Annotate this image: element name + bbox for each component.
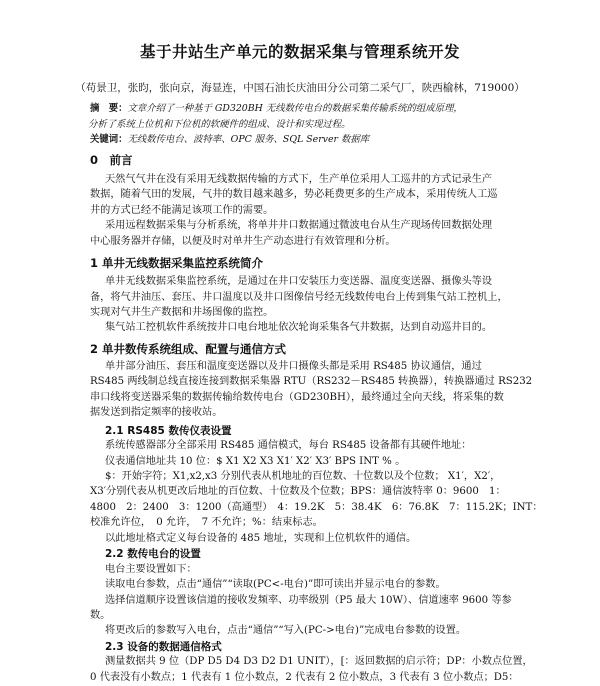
paragraph-line: $：开始字符；X1,x2,x3 分别代表从机地址的百位数、十位数以及个位数； X1′，X2′， [105,471,501,482]
paragraph-line: RS485 两线制总线直接连接到数据采集器 RTU（RS232－RS485 转换器），转换器通过 RS232 [90,376,533,387]
paragraph-line: 天然气气井在没有采用无线数据传输的方式下，生产单位采用人工巡井的方式记录生产 [105,174,493,185]
paragraph-line: 测量数据共 9 位（DP D5 D4 D3 D2 D1 UNIT），[：返回数据的启示符；DP：小数点位置， [105,656,533,667]
keywords-label: 关键词： [90,134,128,145]
abstract-line-2: 分析了系统上位机和下位机的软硬件的组成、设计和实现过程。 [88,119,351,130]
paragraph-line: 系统传感器部分全部采用 RS485 通信模式，每台 RS485 设备都有其硬件地址： [105,440,472,451]
paragraph-line: 数。 [90,610,111,621]
paragraph-line: 读取电台参数，点击“通信”“读取(PC<-电台)”即可读出并显示电台的参数。 [105,579,446,590]
keywords-text: 无线数传电台、波特率、OPC 服务、SQL Server 数据库 [127,134,370,145]
paper-title: 基于井站生产单元的数据采集与管理系统开发 [139,43,460,61]
abstract-line-1 [90,101,530,116]
abstract-text-1: 文章介绍了一种基于 GD320BH 无线数传电台的数据采集传输系统的组成原理， [127,103,463,114]
paragraph-line: 0 代表没有小数点；1 代表有 1 位小数点，2 代表有 2 位小数点，3 代表有 3 位小数点；D5： [90,672,519,683]
keywords-line [90,132,530,147]
paragraph-line: 集气站工控机软件系统按井口电台地址依次轮询采集各气井数据，达到自动巡井目的。 [105,322,493,333]
paragraph-line: 中心服务器并存储，以便及时对单井生产动态进行有效管理和分析。 [90,236,396,247]
paragraph-line: 将更改后的参数写入电台，点击“通信”“写入(PC->电台)”完成电台参数的设置。 [105,625,467,636]
paragraph-line: 单井部分油压、套压和温度变送器以及井口摄像头都是采用 RS485 协议通信，通过 [105,361,482,372]
subsection-heading-2-2: 2.2 数传电台的设置 [105,548,201,560]
paragraph-line: 备，将气井油压、套压、井口温度以及井口图像信号经无线数传电台上传到集气站工控机上， [90,292,508,303]
section-heading-0: 0 前言 [90,153,133,167]
abstract-label: 摘 要： [90,103,128,114]
paragraph-line: 数据，随着气田的发展，气井的数目越来越多，势必耗费更多的生产成本，采用传统人工巡 [90,189,498,200]
subsection-heading-2-1: 2.1 RS485 数传仪表设置 [105,425,232,437]
paragraph-line: 实现对气井生产数据和井场图像的监控。 [90,307,274,318]
section-heading-2: 2 单井数传系统组成、配置与通信方式 [90,342,287,356]
paragraph-line: 校准允许位， 0 允许， 7 不允许；%：结束标志。 [90,517,323,528]
paragraph-line: X3′分别代表从机更改后地址的百位数、十位数及个位数；BPS：通信波特率 0：9600 1： [90,486,506,497]
author-affiliation: （苟景卫，张昀，张向京，海显连，中国石油长庆油田分公司第二采气厂，陕西榆林，719000） [75,82,525,94]
paragraph-line: 选择信道顺序设置该信道的接收发频率、功率级别（P5 最大 10W）、信道速率 9600 等参 [105,595,512,606]
paragraph-line: 仪表通信地址共 10 位：$ X1 X2 X3 X1′ X2′ X3′ BPS INT % 。 [105,456,406,467]
paragraph-line: 串口线将变送器采集的数据传输给数传电台（GD230BH），最终通过全向天线，将采集的数 [90,392,504,403]
section-heading-1: 1 单井无线数据采集监控系统简介 [90,256,264,270]
paragraph-line: 电台主要设置如下： [105,564,197,575]
paragraph-line: 单井无线数据采集监控系统，是通过在井口安装压力变送器、温度变送器、摄像头等设 [105,276,493,287]
paragraph-line: 据发送到指定频率的接收站。 [90,407,223,418]
paragraph-line: 采用远程数据采集与分析系统，将单井井口数据通过微波电台从生产现场传回数据处理 [105,220,493,231]
paragraph-line: 4800 2：2400 3：1200（高通型） 4：19.2K 5：38.4K 6：76.8K 7：115.2K；INT： [90,502,543,513]
paragraph-line: 以此地址格式定义每台设备的 485 地址，实现和上位机软件的通信。 [105,533,417,544]
subsection-heading-2-3: 2.3 设备的数据通信格式 [105,641,222,653]
paragraph-line: 井的方式已经不能满足该项工作的需要。 [90,205,274,216]
